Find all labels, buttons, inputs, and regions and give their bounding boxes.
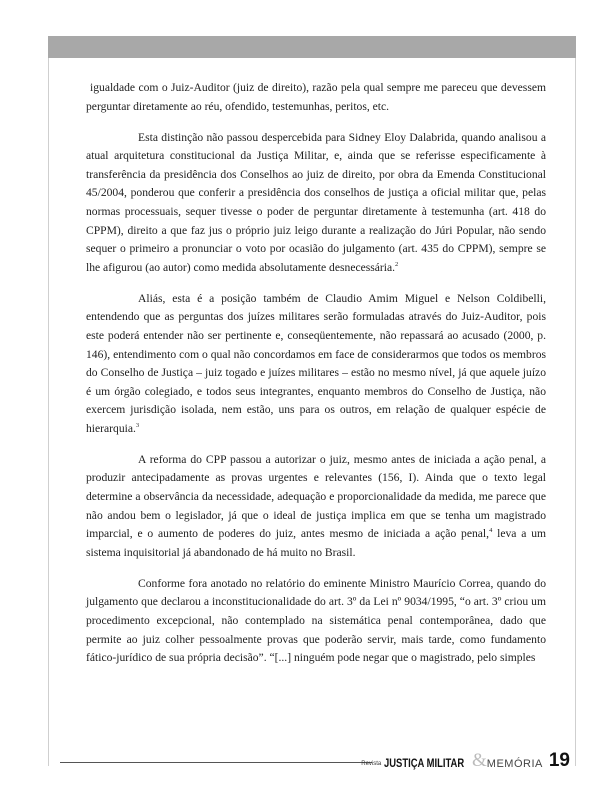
paragraph-3: Aliás, esta é a posição também de Claudio Amim Miguel e Nelson Coldibelli, entendendo que as perguntas dos juízes militares serão formuladas através do Juiz-Auditor, pois este poderá entender não ser pertinente e, conseqüentemente, não repassará ao acusado (2000, p. 146), entendimento com o qual não concordamos em face de considerarmos que todos os membros do Conselho de Justiça – juiz togado e juízes militares – estão no mesmo nível, já que aquele juízo é um órgão colegiado, e todos seus integrantes, enquanto membros do Conselho de Justiça, não exercem jurisdição isolada, nem estão, uns para os outros, em relação de qualquer espécie de hierarquia.$^3$	[86, 291, 546, 435]
header-bar	[48, 36, 576, 58]
footnote-ref-2: 2	[395, 260, 399, 268]
paragraph-4: A reforma do CPP passou a autorizar o juiz, mesmo antes de iniciada a ação penal, a produzir antecipadamente as provas urgentes e relevantes (156, I). Ainda que o texto legal determine a observância da necessidade, adequação e proporcionalidade da medida, me parece que não andou bem o legislador, já que o ideal de justiça implica em que se tenha um magistrado imparcial, e o aumento de poderes do juiz, antes mesmo de iniciada a ação penal,$^4$ leva a um sistema inquisitorial já abandonado de há muito no Brasil.	[86, 452, 547, 559]
body-text	[86, 79, 546, 680]
paragraph-2: Esta distinção não passou despercebida para Sidney Eloy Dalabrida, quando analisou a atual arquitetura constitucional da Justiça Militar, e, ainda que se referisse especificamente à transferência da presidência dos Conselhos ao juiz de direito, por obra da Emenda Constitucional 45/2004, ponderou que conferir a presidência dos conselhos de justiça a oficial militar que, pelas normas processuais, sequer tivesse o poder de perguntar diretamente à testemunha (art. 418 do CPPM), direito a que faz jus o próprio juiz leigo durante a realização do Júri Popular, não sendo sequer o primeiro a pronunciar o voto por ocasião do julgamento (art. 435 do CPPM), sempre se lhe afigurou (ao autor) como medida absolutamente desnecessária.$^2$	[86, 130, 546, 274]
paragraph-5: Conforme fora anotado no relatório do eminente Ministro Maurício Correa, quando do julgamento que declarou a inconstitucionalidade do art. 3º da Lei nº 9034/1995, “o art. 3º criou um procedimento excepcional, não contemplado na sistemática penal contemporânea, dado que permite ao juiz colher pessoalmente provas que poderão servir, mais tarde, como fundamento fático-jurídico de sua própria decisão”. “[...] ninguém pode negar que o magistrado, pelo simples	[86, 576, 546, 665]
footer-brand	[361, 748, 570, 770]
brand-ampersand: &	[472, 750, 487, 771]
brand-memoria: MEMÓRIA	[486, 758, 543, 770]
brand-revista: Revista	[361, 761, 382, 767]
footnote-ref-4: 4	[489, 527, 493, 535]
footnote-ref-3: 3	[135, 421, 140, 429]
brand-justica-militar: JUSTIÇA MILITAR	[384, 758, 465, 770]
footer-rule	[60, 762, 372, 763]
page-footer	[60, 748, 576, 770]
page-number: 19	[548, 750, 570, 771]
paragraph-1: igualdade com o Juiz-Auditor (juiz de direito), razão pela qual sempre me pareceu que devessem perguntar diretamente ao réu, ofendido, testemunhas, peritos, etc.	[86, 81, 546, 113]
